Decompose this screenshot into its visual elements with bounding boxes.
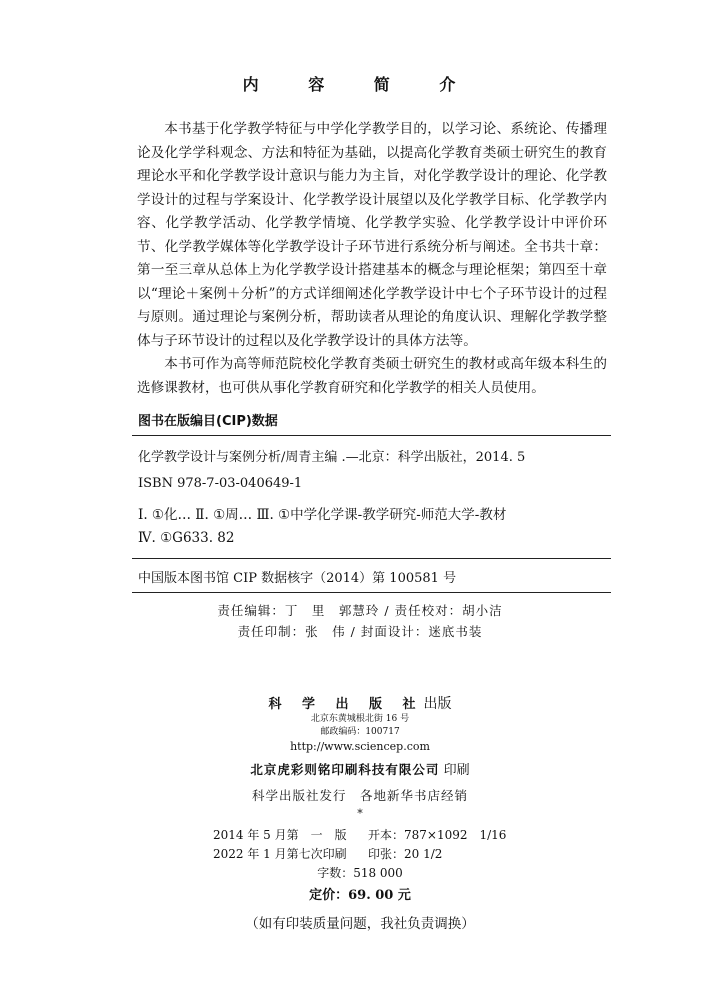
printing-date: 2022 年 1 月第七次印刷 bbox=[213, 846, 347, 861]
edition-row-2 bbox=[213, 845, 513, 864]
edition-date: 2014 年 5 月第 一 版 bbox=[213, 828, 347, 842]
publisher-postcode: 邮政编码：100717 bbox=[320, 727, 400, 737]
book-format: 开本：787×1092 1/16 bbox=[368, 828, 507, 842]
credits-line-1: 责任编辑：丁 里 郭慧玲 / 责任校对：胡小洁 bbox=[217, 603, 503, 618]
publisher-brand: 科 学 出 版 社 bbox=[268, 697, 424, 712]
cip-data-block bbox=[132, 410, 611, 593]
cip-classification-line-2: Ⅳ. ①G633. 82 bbox=[138, 530, 235, 546]
edition-row-1 bbox=[213, 826, 513, 845]
publisher-url: http://www.sciencep.com bbox=[290, 740, 430, 753]
price: 定价：69. 00 元 bbox=[309, 888, 411, 903]
publisher-suffix: 出版 bbox=[423, 696, 452, 712]
book-introduction bbox=[137, 118, 607, 400]
distribution-line: 科学出版社发行 各地新华书店经销 bbox=[251, 788, 468, 803]
page-title: 内 容 简 介 bbox=[242, 75, 478, 94]
editorial-credits bbox=[0, 600, 720, 642]
separator-star: * bbox=[357, 807, 363, 820]
cip-title-line: 化学教学设计与案例分析/周青主编 .—北京：科学出版社，2014. 5 bbox=[138, 450, 526, 465]
cip-body bbox=[132, 436, 611, 593]
printer-suffix: 印刷 bbox=[439, 763, 470, 778]
cip-classification-line-1: Ⅰ. ①化… Ⅱ. ①周… Ⅲ. ①中学化学课-教学研究-师范大学-教材 bbox=[138, 507, 507, 523]
print-sheets: 印张：20 1/2 bbox=[368, 846, 443, 861]
cip-heading: 图书在版编目(CIP)数据 bbox=[132, 410, 611, 436]
quality-note: （如有印装质量问题，我社负责调换） bbox=[245, 916, 475, 932]
cip-record-number: 中国版本图书馆 CIP 数据核字（2014）第 100581 号 bbox=[132, 558, 611, 592]
printer-line bbox=[0, 759, 720, 778]
printer-name: 北京虎彩则铭印刷科技有限公司 bbox=[250, 762, 440, 777]
cip-isbn-line: ISBN 978-7-03-040649-1 bbox=[138, 476, 303, 491]
intro-paragraph-2: 本书可作为高等师范院校化学教育类硕士研究生的教材或高年级本科生的选修课教材，也可供从事化学教育研究和化学教学的相关人员使用。 bbox=[137, 356, 607, 396]
publisher-block bbox=[0, 693, 720, 821]
publisher-name bbox=[0, 693, 720, 713]
credits-line-2: 责任印制：张 伟 / 封面设计：迷底书装 bbox=[237, 624, 483, 639]
publisher-address: 北京东黄城根北街 16 号 bbox=[310, 714, 410, 724]
edition-info bbox=[213, 826, 513, 863]
word-count: 字数：518 000 bbox=[317, 866, 403, 880]
intro-paragraph-1: 本书基于化学教学特征与中学化学教学目的，以学习论、系统论、传播理论及化学学科观念、方法和特征为基础，以提高化学教育类硕士研究生的教育理论水平和化学教学设计意识与能力为主旨，对化学教学设计的理论、化学教学设计的过程与学案设计、化学教学设计展望以及化学教学目标、化学教学内容、化学教学活动、化学教学情境、化学教学实验、化学教学设计中评价环节、化学教学媒体等化学教学设计子环节进行系统分析与阐述。全书共十章：第一至三章从总体上为化学教学设计搭建基本的概念与理论框架；第四至十章以“理论＋案例＋分析”的方式详细阐述化学教学设计中七个子环节设计的过程与原则。通过理论与案例分析，帮助读者从理论的角度认识、理解化学教学整体与子环节设计的过程以及化学教学设计的具体方法等。 bbox=[137, 121, 607, 349]
